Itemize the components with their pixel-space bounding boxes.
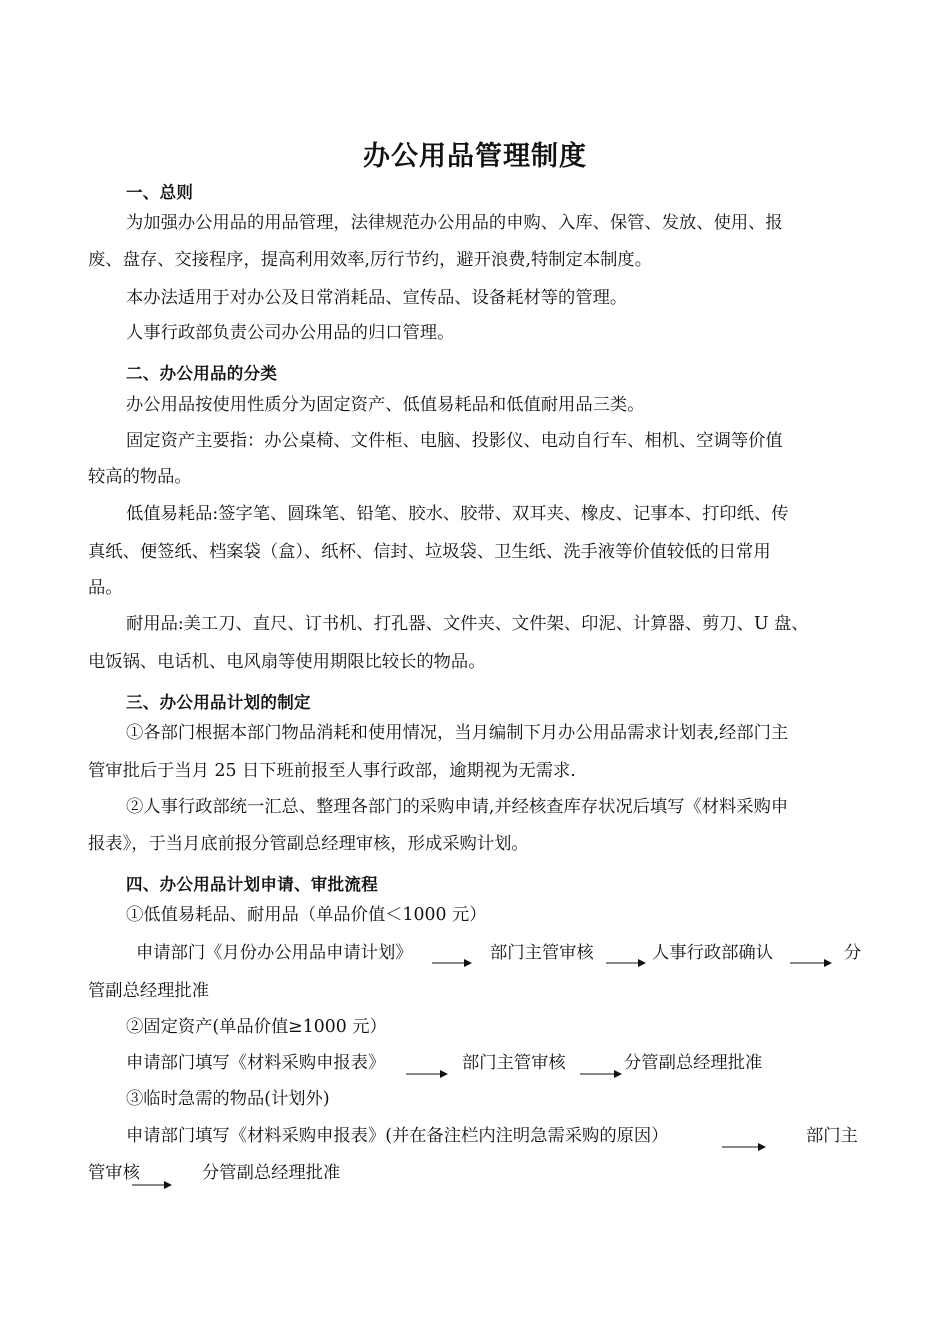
flow-arrow-icon: [722, 1142, 766, 1152]
flow-arrow-icon: [606, 958, 646, 968]
flow-step: 分: [844, 943, 862, 963]
paragraph-line: 耐用品:美工刀、直尺、订书机、打孔器、文件夹、文件架、印泥、计算器、剪刀、U 盘、: [126, 614, 809, 634]
paragraph-line: 办公用品按使用性质分为固定资产、低值易耗品和低值耐用品三类。: [126, 395, 645, 415]
flow-step: 申请部门填写《材料采购申报表》(并在备注栏内注明急需采购的原因）: [126, 1126, 669, 1146]
flow-arrow-icon: [132, 1180, 172, 1190]
flow-step: 管审核: [88, 1163, 140, 1183]
paragraph-line: 管审批后于当月 25 日下班前报至人事行政部，逾期视为无需求.: [88, 761, 576, 781]
paragraph-line: 较高的物品。: [88, 467, 192, 487]
paragraph-line: ②人事行政部统一汇总、整理各部门的采购申请,并经核查库存状况后填写《材料采购申: [126, 797, 789, 817]
text-run: 为加强办公用品的用品管理，法律规范办公用品的申购、入库、保管、发放、使用、报: [126, 213, 783, 233]
flow-step: 申请部门填写《材料采购申报表》: [126, 1053, 386, 1073]
flow-step: 分管副总经理批准: [202, 1163, 341, 1183]
section-heading-general: 一、总则: [126, 183, 194, 202]
paragraph-line: 低值易耗品:签字笔、圆珠笔、铅笔、胶水、胶带、双耳夹、橡皮、记事本、打印纸、传: [126, 504, 789, 524]
flow-step: 申请部门《月份办公用品申请计划》: [136, 943, 413, 963]
flow-arrow-icon: [432, 958, 472, 968]
paragraph-line: [126, 213, 862, 234]
section-heading-classification: 二、办公用品的分类: [126, 364, 278, 383]
category-label: ③临时急需的物品(计划外): [126, 1089, 330, 1109]
category-label: ①低值易耗品、耐用品（单品价值＜1000 元）: [126, 905, 487, 925]
paragraph-line: 真纸、便签纸、档案袋（盒）、纸杯、信封、垃圾袋、卫生纸、洗手液等价值较低的日常用: [88, 542, 771, 562]
paragraph-line: 报表》，于当月底前报分管副总经理审核，形成采购计划。: [88, 834, 529, 854]
paragraph-line: 本办法适用于对办公及日常消耗品、宣传品、设备耗材等的管理。: [126, 288, 628, 308]
section-heading-planning: 三、办公用品计划的制定: [126, 693, 311, 712]
flow-step: 部门主管审核: [490, 943, 594, 963]
page-title: 办公用品管理制度: [363, 141, 587, 172]
flow-step: 分管副总经理批准: [624, 1053, 763, 1073]
paragraph-line: 固定资产主要指：办公桌椅、文件柜、电脑、投影仪、电动自行车、相机、空调等价值: [126, 431, 783, 451]
section-heading-approval-flow: 四、办公用品计划申请、审批流程: [126, 875, 378, 894]
category-label: ②固定资产(单品价值≥1000 元）: [126, 1017, 387, 1037]
flow-arrow-icon: [406, 1069, 448, 1079]
paragraph-line: ①各部门根据本部门物品消耗和使用情况，当月编制下月办公用品需求计划表,经部门主: [126, 723, 789, 743]
paragraph-line: 人事行政部负责公司办公用品的归口管理。: [126, 323, 455, 343]
flow-step: 部门主: [806, 1126, 858, 1146]
paragraph-line: 品。: [88, 578, 123, 598]
flow-step: 人事行政部确认: [652, 943, 773, 963]
flow-arrow-icon: [580, 1069, 622, 1079]
paragraph-line: 废、盘存、交接程序，提高利用效率,厉行节约，避开浪费,特制定本制度。: [88, 250, 652, 270]
flow-step: 部门主管审核: [462, 1053, 566, 1073]
flow-arrow-icon: [790, 958, 832, 968]
paragraph-line: 电饭锅、电话机、电风扇等使用期限比较长的物品。: [88, 652, 486, 672]
flow-step: 管副总经理批准: [88, 981, 209, 1001]
